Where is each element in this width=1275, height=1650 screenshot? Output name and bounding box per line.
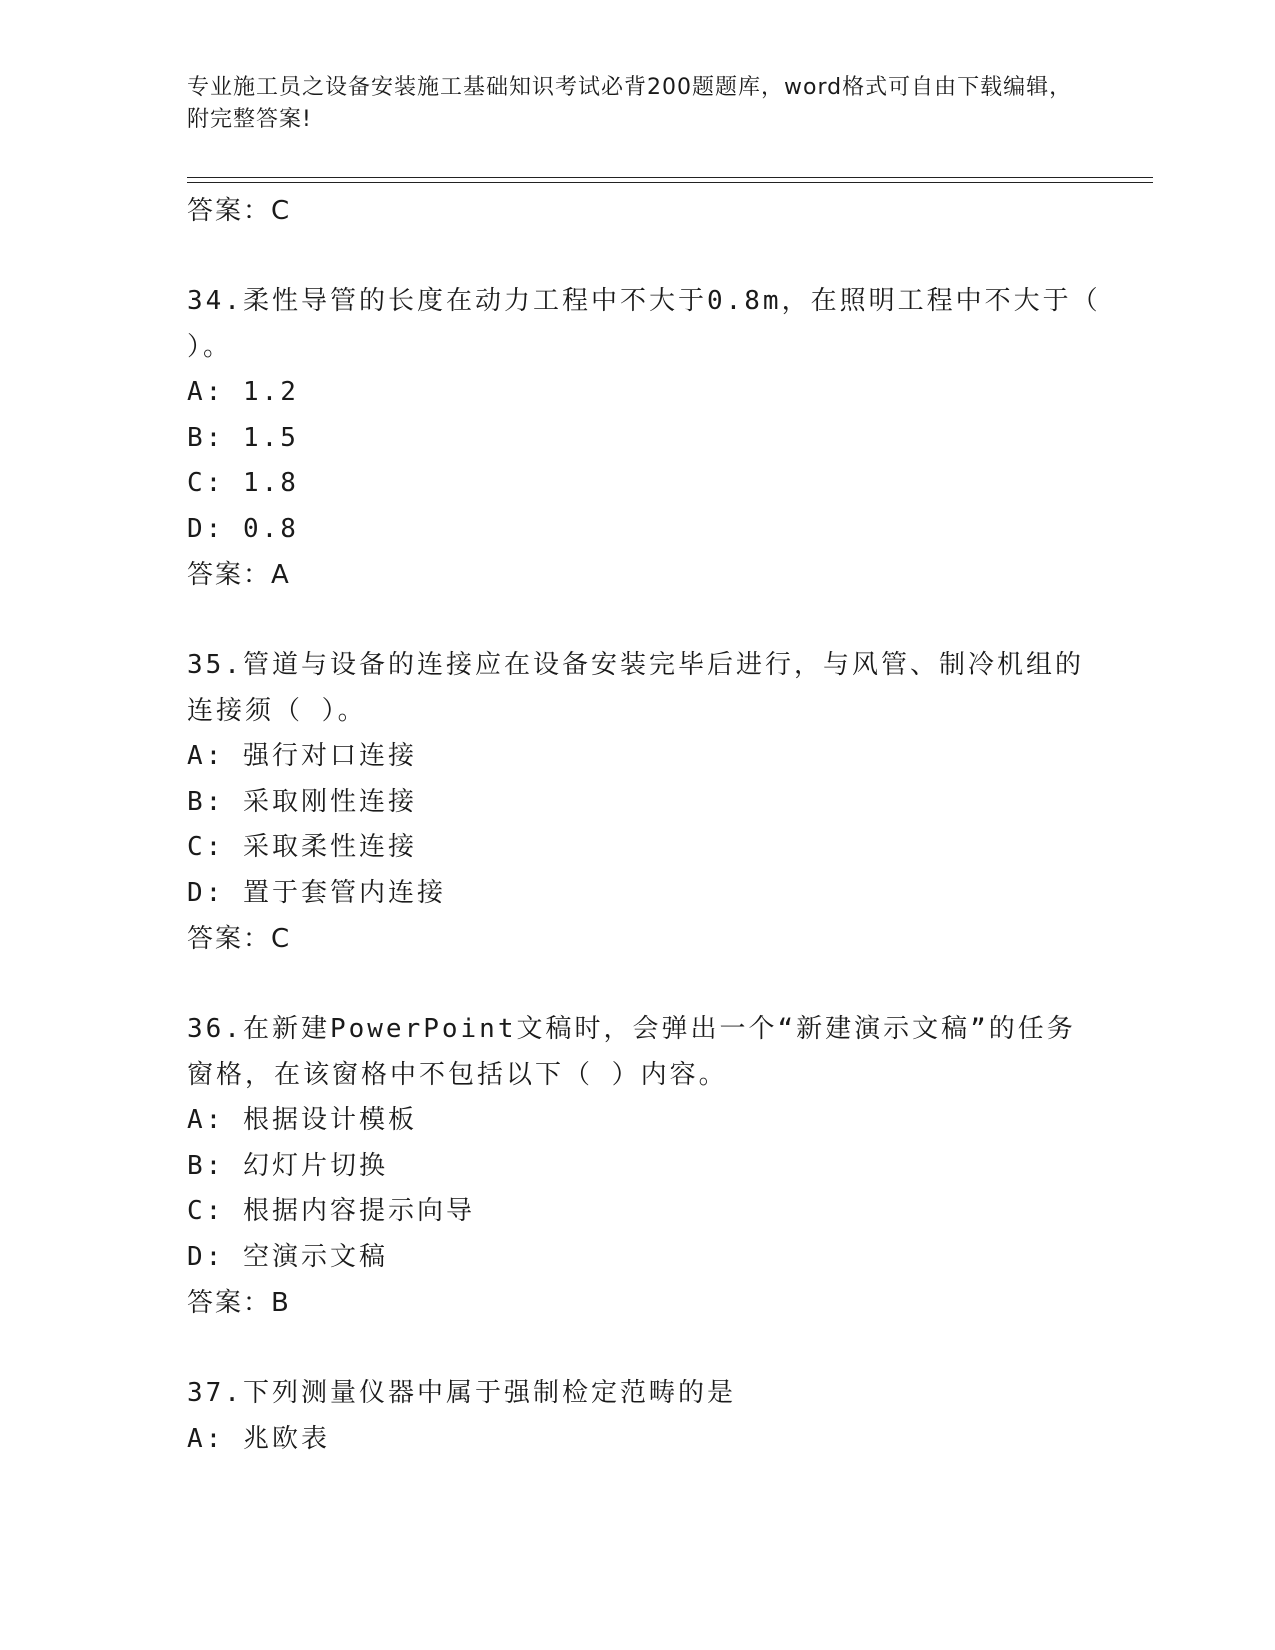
option-c: C: 1.8 [187, 468, 299, 498]
answer-line: 答案：C [187, 924, 292, 954]
option-b: B: 采取刚性连接 [187, 786, 417, 817]
question-stem-continued: 连接须（ ）。 [187, 695, 367, 726]
question-35 [187, 643, 1087, 962]
question-stem: 35.管道与设备的连接应在设备安装完毕后进行，与风管、制冷机组的 [187, 650, 1084, 680]
option-a: A: 兆欧表 [187, 1423, 330, 1454]
question-stem: 36.在新建PowerPoint文稿时，会弹出一个“新建演示文稿”的任务 [187, 1014, 1076, 1044]
option-a: A: 强行对口连接 [187, 741, 417, 771]
option-c: C: 根据内容提示向导 [187, 1196, 475, 1226]
question-37 [187, 1371, 1087, 1462]
option-d: D: 空演示文稿 [187, 1241, 388, 1272]
option-d: D: 0.8 [187, 513, 299, 544]
answer-line: 答案：B [187, 1288, 291, 1318]
question-36 [187, 1007, 1087, 1326]
option-b: B: 1.5 [187, 422, 299, 453]
question-content [187, 188, 1101, 1462]
option-d: D: 置于套管内连接 [187, 877, 446, 908]
question-34 [187, 279, 1101, 598]
option-c: C: 采取柔性连接 [187, 832, 417, 862]
option-a: A: 根据设计模板 [187, 1105, 417, 1135]
question-stem-continued: ）。 [187, 331, 233, 362]
question-stem: 37.下列测量仪器中属于强制检定范畴的是 [187, 1378, 736, 1408]
option-a: A: 1.2 [187, 377, 299, 407]
page-header: 专业施工员之设备安装施工基础知识考试必背200题题库，word格式可自由下载编辑，附完整答案! [187, 75, 1073, 132]
header-rule-top [187, 177, 1153, 178]
header-rule-bottom [187, 182, 1153, 183]
answer-line: 答案：A [187, 560, 291, 590]
question-stem: 34.柔性导管的长度在动力工程中不大于0.8m，在照明工程中不大于（ [187, 286, 1101, 316]
question-stem-continued: 窗格，在该窗格中不包括以下（ ）内容。 [187, 1059, 728, 1090]
answer-line: 答案：C [187, 196, 292, 226]
option-b: B: 幻灯片切换 [187, 1150, 388, 1181]
